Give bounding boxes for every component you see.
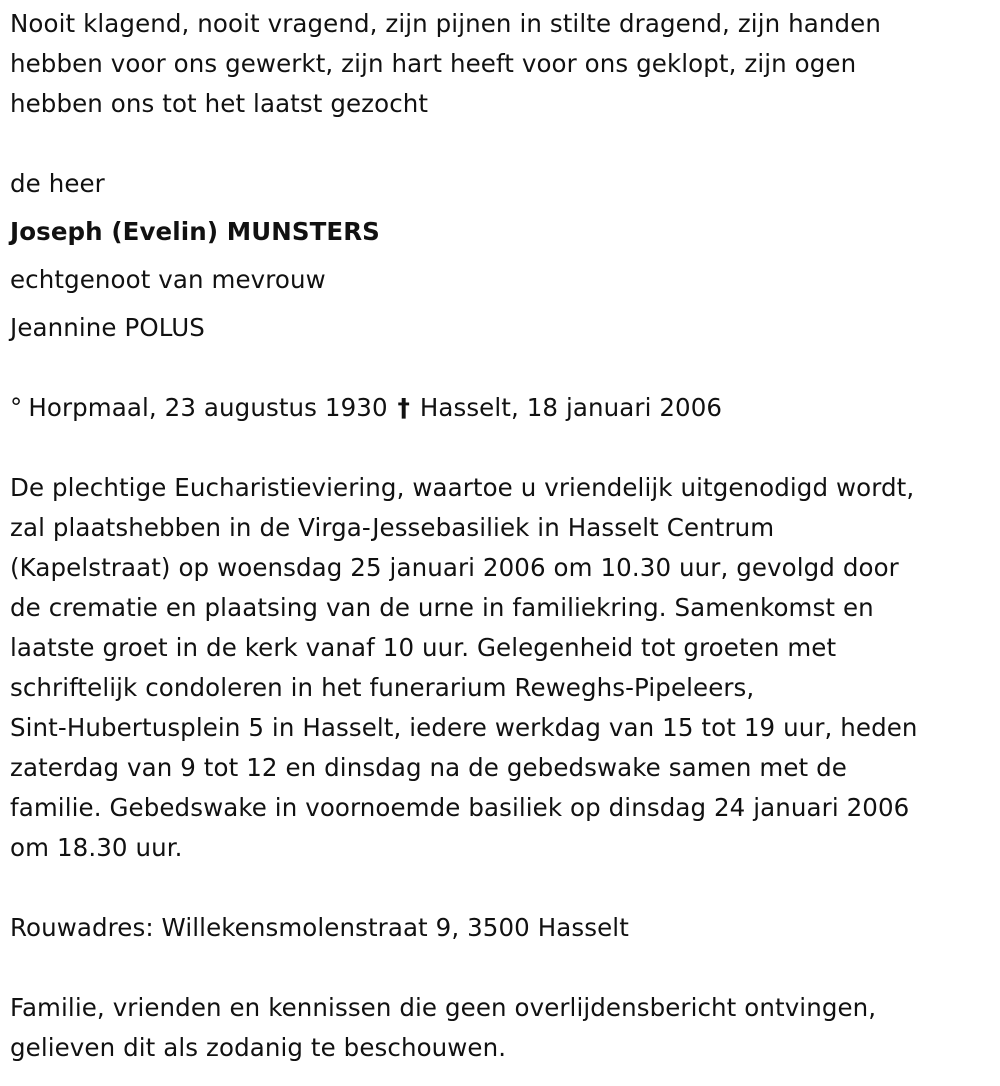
line-spacer <box>10 300 990 308</box>
death-cross-icon: † <box>397 393 410 422</box>
ceremony-line-2: zal plaatshebben in de Virga-Jessebasiliek in Hasselt Centrum <box>10 513 775 542</box>
deceased-name: Joseph (Evelin) MUNSTERS <box>10 217 380 246</box>
line-spacer <box>10 204 990 212</box>
ceremony-line-3: (Kapelstraat) op woensdag 25 januari 2006 om 10.30 uur, gevolgd door <box>10 553 899 582</box>
line-spacer <box>10 252 990 260</box>
ceremony-line-9: familie. Gebedswake in voornoemde basiliek op dinsdag 24 januari 2006 <box>10 793 910 822</box>
ceremony-line-6: schriftelijk condoleren in het funerarium Reweghs-Pipeleers, <box>10 673 755 702</box>
mourning-address-section <box>10 908 990 948</box>
poem-section <box>10 4 990 124</box>
poem-line-2: hebben voor ons gewerkt, zijn hart heeft voor ons geklopt, zijn ogen <box>10 49 857 78</box>
birth-date-place: Horpmaal, 23 augustus 1930 <box>28 393 388 422</box>
honorific: de heer <box>10 169 105 198</box>
ceremony-section <box>10 468 990 868</box>
closing-section <box>10 988 990 1068</box>
spouse-name: Jeannine POLUS <box>10 313 205 342</box>
ceremony-line-10: om 18.30 uur. <box>10 833 183 862</box>
life-dates <box>10 388 990 428</box>
death-date-place: Hasselt, 18 januari 2006 <box>419 393 723 422</box>
ceremony-line-5: laatste groet in de kerk vanaf 10 uur. Gelegenheid tot groeten met <box>10 633 837 662</box>
mourning-address: Rouwadres: Willekensmolenstraat 9, 3500 Hasselt <box>10 913 629 942</box>
closing-line-2: gelieven dit als zodanig te beschouwen. <box>10 1033 507 1062</box>
ceremony-line-4: de crematie en plaatsing van de urne in familiekring. Samenkomst en <box>10 593 874 622</box>
section-spacer <box>10 124 990 164</box>
ceremony-line-1: De plechtige Eucharistieviering, waartoe u vriendelijk uitgenodigd wordt, <box>10 473 915 502</box>
poem-line-3: hebben ons tot het laatst gezocht <box>10 89 429 118</box>
ceremony-line-8: zaterdag van 9 tot 12 en dinsdag na de gebedswake samen met de <box>10 753 847 782</box>
closing-line-1: Familie, vrienden en kennissen die geen overlijdensbericht ontvingen, <box>10 993 877 1022</box>
section-spacer <box>10 348 990 388</box>
section-spacer <box>10 428 990 468</box>
section-spacer <box>10 868 990 908</box>
poem-line-1: Nooit klagend, nooit vragend, zijn pijnen in stilte dragend, zijn handen <box>10 9 881 38</box>
deceased-section <box>10 164 990 348</box>
ceremony-line-7: Sint-Hubertusplein 5 in Hasselt, iedere werkdag van 15 tot 19 uur, heden <box>10 713 918 742</box>
spouse-intro: echtgenoot van mevrouw <box>10 265 326 294</box>
section-spacer <box>10 948 990 988</box>
birth-death-line <box>10 388 990 428</box>
birth-symbol: ° <box>10 393 23 422</box>
